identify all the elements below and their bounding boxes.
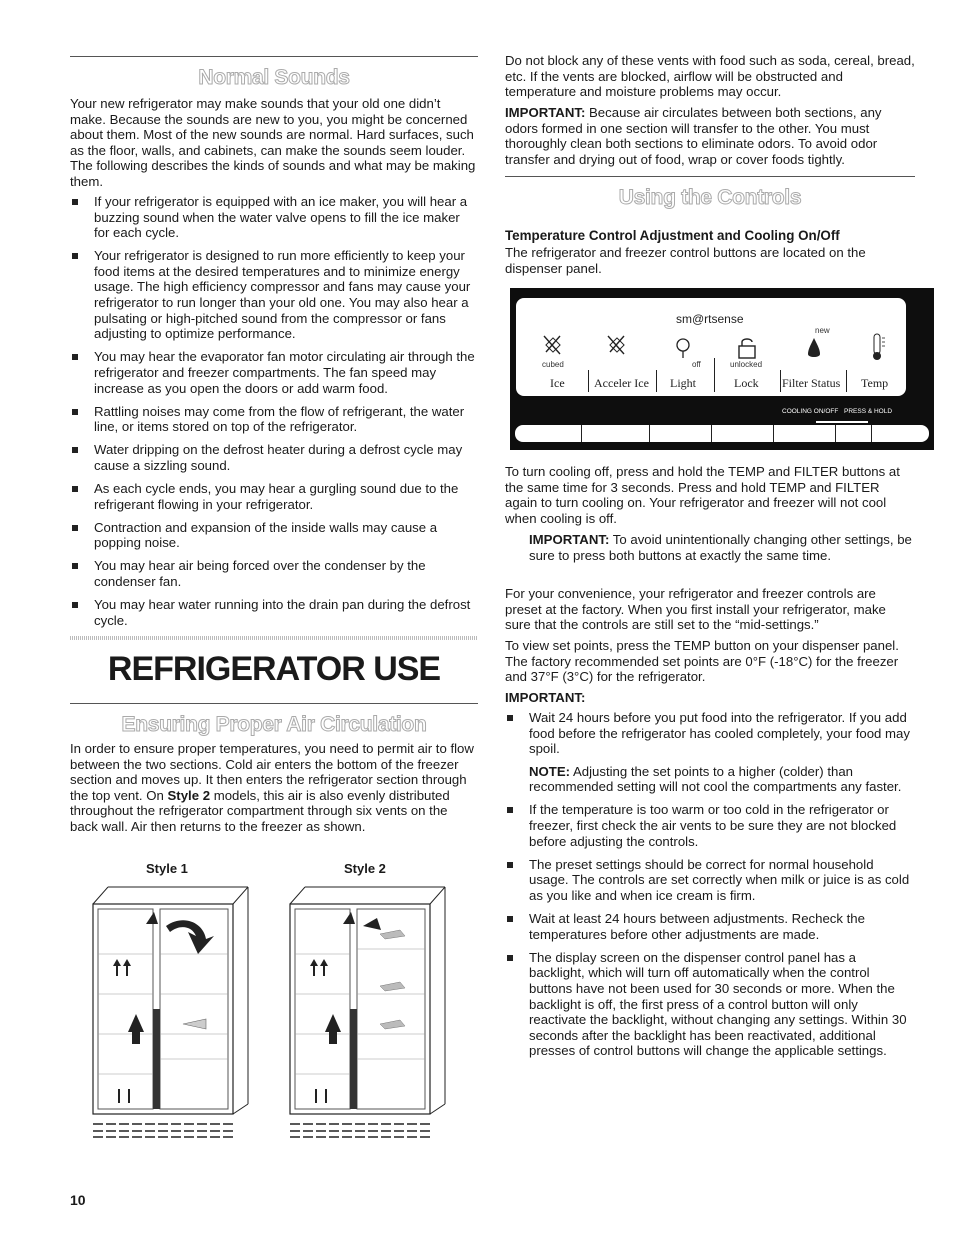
list-item: Your refrigerator is designed to run more efficiently to keep your food items at the desired temperatures and to minimize energy usage. The high efficiency compressor and fans may cause your refrigerator to run longer than your old one. You may also hear a pulsating or high-pitched sound from the compressor or fans adjusting to optimize performance. bbox=[70, 248, 478, 342]
note: NOTE: Adjusting the set points to a higher (colder) than recommended setting will not cool the compartments any faster. bbox=[529, 763, 902, 795]
dispenser-control-panel bbox=[510, 288, 934, 450]
button-divider bbox=[649, 425, 650, 442]
temp-button-label: Temp bbox=[861, 376, 889, 390]
button-divider bbox=[581, 425, 582, 442]
air-circulation-text: In order to ensure proper temperatures, you need to permit air to flow between the two sections. Cold air enters the bottom of the freezer section and moves up. It then enters the refrigerator section through the top vent. On Style 2 models, this air is also evenly distributed throughout the refrigerator compartment through six vents on the back wall. Air then returns to the freezer as shown. bbox=[70, 741, 474, 834]
air-circulation-title: Ensuring Proper Air Circulation bbox=[121, 713, 427, 736]
page-number: 10 bbox=[70, 1192, 86, 1208]
brand-logo: sm@rtsense bbox=[676, 312, 744, 326]
title-rule bbox=[70, 703, 478, 704]
off-label: off bbox=[692, 360, 701, 369]
separator bbox=[588, 370, 589, 392]
filter-drop-icon bbox=[806, 336, 822, 362]
light-bulb-icon bbox=[674, 336, 692, 362]
cubed-label: cubed bbox=[542, 360, 564, 369]
list-item: Rattling noises may come from the flow of refrigerant, the water line, or items stored on top of the refrigerator. bbox=[70, 404, 478, 435]
control-location-text: The refrigerator and freezer control buttons are located on the dispenser panel. bbox=[505, 245, 866, 276]
unlocked-label: unlocked bbox=[730, 360, 763, 369]
ice-button-label: Ice bbox=[550, 376, 565, 390]
dotted-divider bbox=[70, 636, 478, 640]
list-item: You may hear the evaporator fan motor circulating air through the refrigerator and freezer compartments. The fan speed may increase as you open the doors or add warm food. bbox=[70, 349, 478, 396]
cooling-off-text: To turn cooling off, press and hold the TEMP and FILTER buttons at the same time for 3 seconds. Press and hold TEMP and FILTER again to turn cooling on. Your refrigerator and freezer will not cool when cooling is off. bbox=[505, 464, 900, 526]
filter-status-button-label: Filter Status bbox=[782, 376, 841, 390]
list-item: As each cycle ends, you may hear a gurgling sound due to the refrigerant flowing in your refrigerator. bbox=[70, 481, 478, 512]
style1-airflow-diagram bbox=[88, 884, 253, 1140]
list-item: You may hear water running into the drain pan during the defrost cycle. bbox=[70, 597, 478, 628]
light-button-label: Light bbox=[670, 376, 696, 390]
press-hold-label: PRESS & HOLD bbox=[844, 408, 893, 415]
list-item: If the temperature is too warm or too cold in the refrigerator or freezer, first check the air vents to be sure they are not blocked before adjusting the controls. bbox=[505, 802, 915, 849]
list-item: If your refrigerator is equipped with an ice maker, you will hear a buzzing sound when the water valve opens to fill the ice maker for each cycle. bbox=[70, 194, 478, 241]
controls-rule bbox=[505, 176, 915, 177]
normal-sounds-intro: Your new refrigerator may make sounds that your old one didn’t make. Because the sounds are new to you, you might be concerned about them. Most of the new sounds are normal. Hard surfaces, such as the floor, walls, and cabinets, can make the sounds seem louder. The following describes the kinds of sounds and what may be making them. bbox=[70, 96, 476, 189]
list-item: You may hear air being forced over the condenser by the condenser fan. bbox=[70, 558, 478, 589]
thermometer-icon bbox=[868, 332, 888, 362]
important-heading: IMPORTANT: bbox=[505, 690, 586, 705]
bracket-line bbox=[816, 421, 868, 423]
list-item: Wait at least 24 hours between adjustments. Recheck the temperatures before other adjustments are made. bbox=[505, 911, 915, 942]
main-title: REFRIGERATOR USE bbox=[107, 650, 441, 688]
separator bbox=[846, 370, 847, 392]
separator bbox=[656, 370, 657, 392]
lock-icon bbox=[736, 336, 758, 360]
normal-sounds-list bbox=[70, 194, 478, 636]
normal-sounds-title: Normal Sounds bbox=[198, 66, 350, 89]
button-divider bbox=[835, 425, 836, 442]
style2-label: Style 2 bbox=[344, 861, 386, 876]
style1-label: Style 1 bbox=[146, 861, 188, 876]
controls-title: Using the Controls bbox=[618, 186, 802, 209]
acceler-ice-button-label: Acceler Ice bbox=[594, 376, 649, 390]
convenience-text: For your convenience, your refrigerator and freezer controls are preset at the factory. When you first install your refrigerator, make sure that the controls are still set to the “mid-settings.” bbox=[505, 586, 886, 633]
style2-airflow-diagram bbox=[285, 884, 450, 1140]
separator bbox=[780, 370, 781, 392]
lock-button-label: Lock bbox=[734, 376, 759, 390]
panel-display bbox=[516, 298, 906, 396]
panel-buttons-bar bbox=[515, 425, 929, 442]
separator bbox=[714, 358, 715, 392]
important-press-both: IMPORTANT: To avoid unintentionally changing other settings, be sure to press both buttons at exactly the same time. bbox=[529, 532, 912, 563]
list-item: Contraction and expansion of the inside walls may cause a popping noise. bbox=[70, 520, 478, 551]
list-item: Water dripping on the defrost heater during a defrost cycle may cause a sizzling sound. bbox=[70, 442, 478, 473]
set-points-text: To view set points, press the TEMP button on your dispenser panel. The factory recommended set points are 0°F (-18°C) for the freezer and 37°F (3°C) for the refrigerator. bbox=[505, 638, 899, 685]
ice-cubed-icon bbox=[540, 332, 566, 358]
important-list bbox=[505, 710, 915, 1066]
acceler-ice-icon bbox=[604, 332, 630, 358]
cooling-on-off-label: COOLING ON/OFF bbox=[782, 408, 839, 415]
top-rule bbox=[70, 56, 478, 57]
list-item: Wait 24 hours before you put food into the refrigerator. If you add food before the refrigerator has cooled completely, your food may spoil. NOTE: Adjusting the set points to a higher (colder) than recommended setting will not cool the compartments any faster. bbox=[505, 710, 915, 795]
button-divider bbox=[773, 425, 774, 442]
list-item: The preset settings should be correct for normal household usage. The controls are set correctly when milk or juice is as cold as you like and when ice cream is firm. bbox=[505, 857, 915, 904]
temp-control-subheading: Temperature Control Adjustment and Cooling On/Off bbox=[505, 228, 840, 243]
new-label: new bbox=[815, 326, 830, 335]
button-divider bbox=[871, 425, 872, 442]
important-odors: IMPORTANT: Because air circulates between both sections, any odors formed in one section will transfer to the other. You must thoroughly clean both sections to eliminate odors. To avoid odor transfer and drying out of food, wrap or cover foods tightly. bbox=[505, 105, 882, 167]
vents-text: Do not block any of these vents with food such as soda, cereal, bread, etc. If the vents are blocked, airflow will be obstructed and temperature and moisture problems may occur. bbox=[505, 53, 915, 100]
button-divider bbox=[711, 425, 712, 442]
list-item: The display screen on the dispenser control panel has a backlight, which will turn off automatically when the control buttons have not been used for 30 seconds or more. When the backlight is off, the first press of a control button will only reactivate the backlight, without changing any settings. Within 30 seconds after the backlight has been reactivated, additional presses of control buttons will change the applicable settings. bbox=[505, 950, 915, 1059]
